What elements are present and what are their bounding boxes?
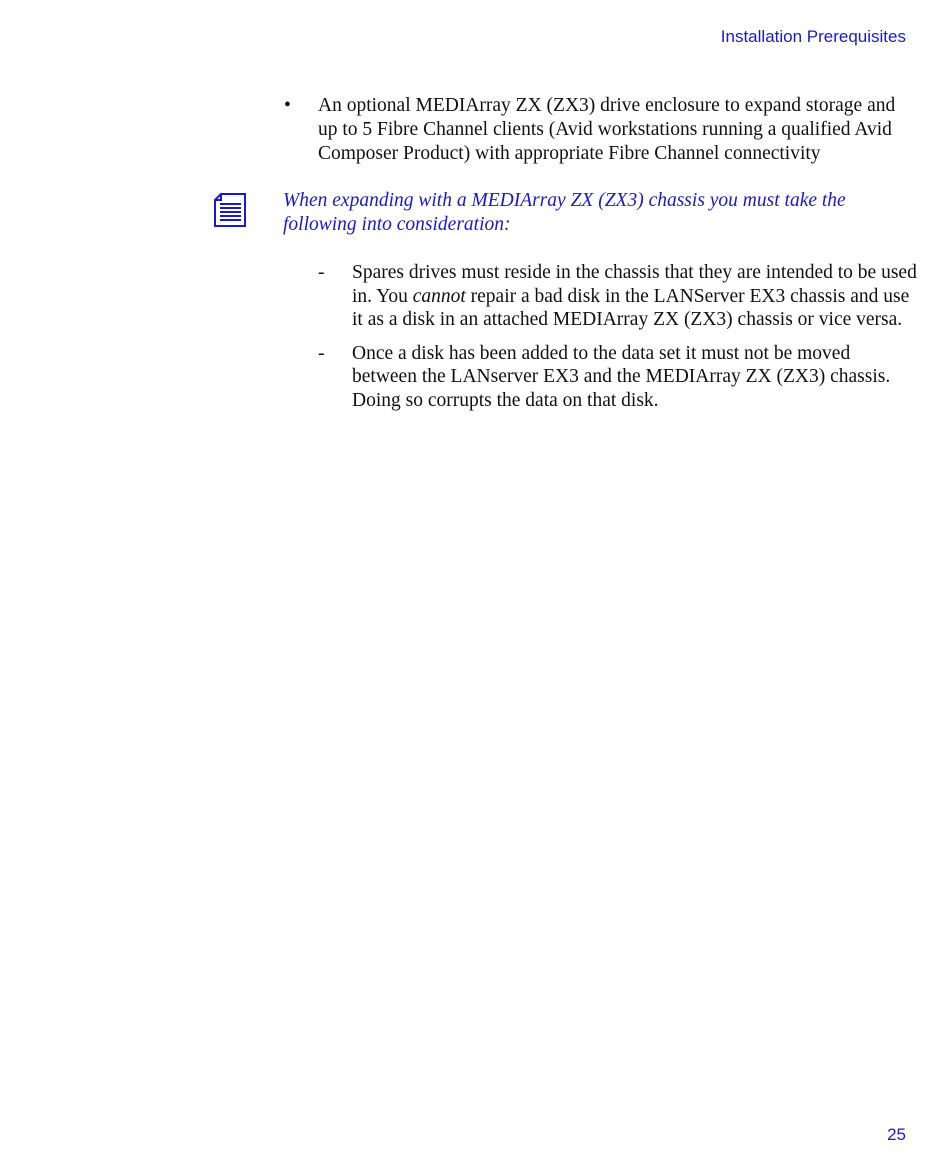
page-number: 25 (887, 1125, 906, 1144)
dash-marker: - (318, 342, 325, 364)
list-item-text: Spares drives must reside in the chassis that they are intended to be used in. You cannot repair a bad disk in the LANServer EX3 chassis and use it as a disk in an attached MEDIArray ZX (ZX3) chassis or vice versa. (352, 262, 917, 330)
consideration-list (318, 261, 918, 422)
note-icon (212, 192, 248, 228)
emphasis-text: cannot (412, 285, 466, 307)
bullet-text: An optional MEDIArray ZX (ZX3) drive enclosure to expand storage and up to 5 Fibre Channel clients (Avid workstations running a qualified Avid Composer Product) with appropriate Fibre Channel connectivity (318, 95, 896, 164)
list-item (318, 342, 918, 413)
running-header: Installation Prerequisites (720, 27, 906, 46)
list-item (318, 261, 918, 332)
bullet-marker: • (284, 95, 291, 116)
dash-marker: - (318, 262, 325, 283)
list-item-text: Once a disk has been added to the data set it must not be moved between the LANserver EX3 and the MEDIArray ZX (ZX3) chassis. Doing so corrupts the data on that disk. (352, 342, 891, 411)
note-text: When expanding with a MEDIArray ZX (ZX3) chassis you must take the following into consideration: (283, 190, 846, 235)
bullet-list-item (284, 94, 914, 166)
